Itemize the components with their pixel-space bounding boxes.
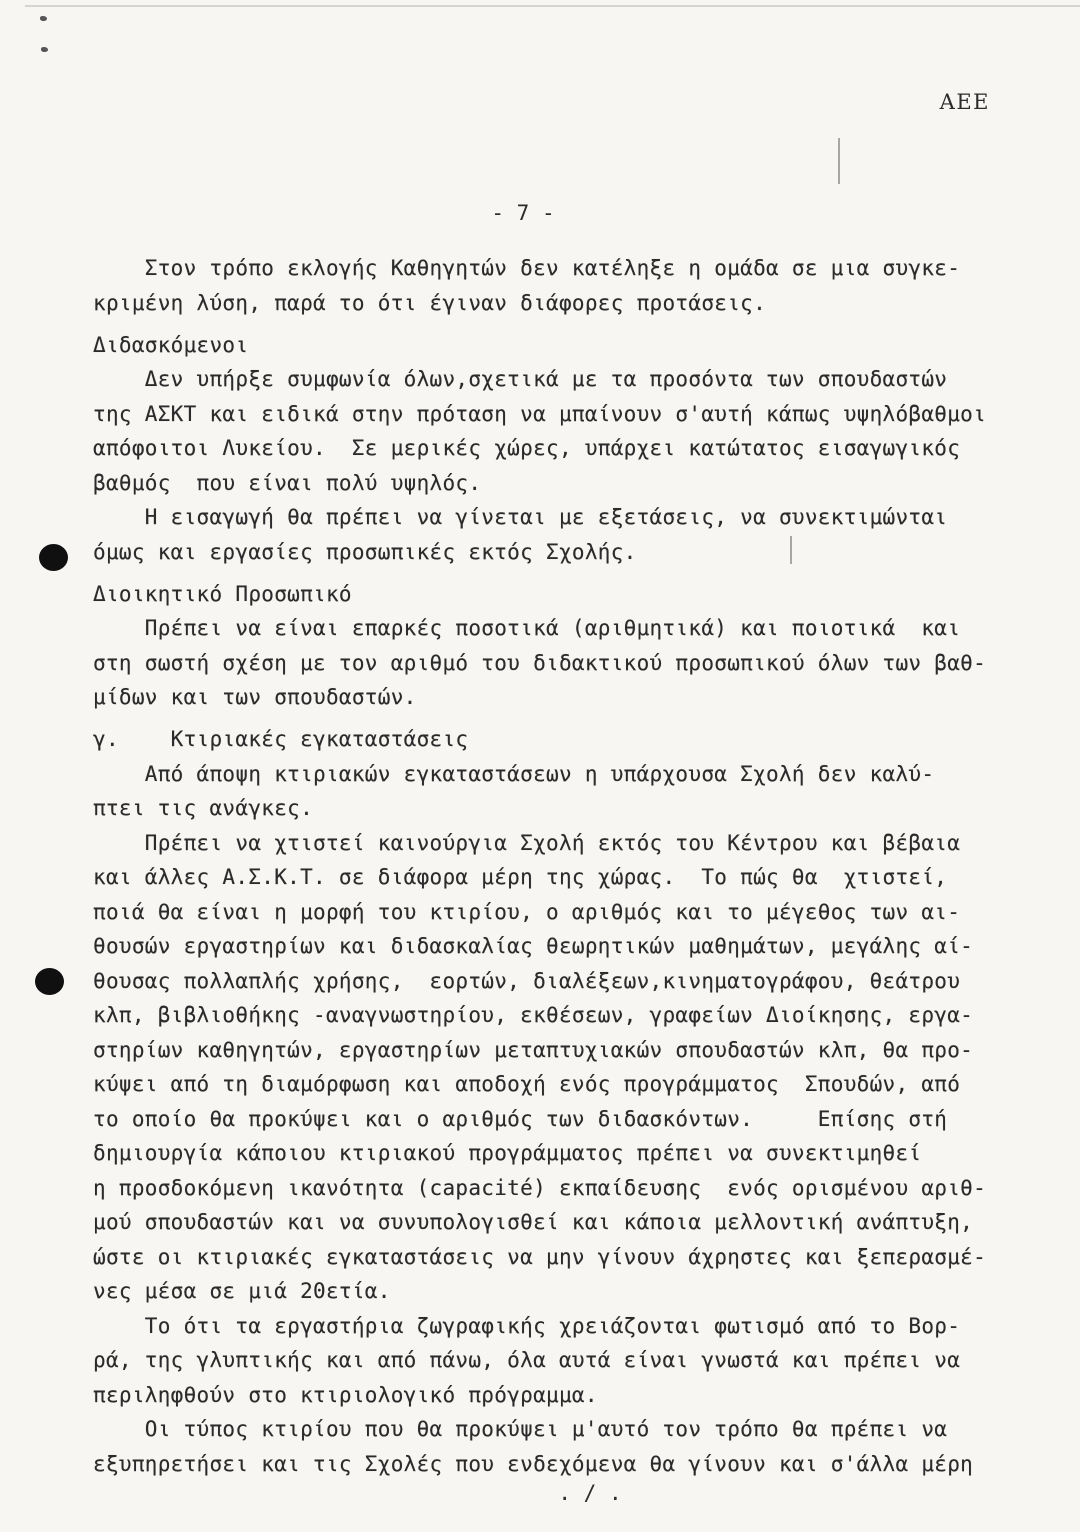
scan-line-artifact bbox=[838, 138, 840, 184]
paragraph bbox=[93, 611, 1033, 715]
text-line: στηρίων καθηγητών, εργαστηρίων μεταπτυχιακών σπουδαστών κλπ, θα προ- bbox=[93, 1037, 974, 1062]
text-line: Το ότι τα εργαστήρια ζωγραφικής χρειάζονται φωτισμό από το Βορ- bbox=[93, 1313, 961, 1338]
paragraph bbox=[93, 362, 1033, 500]
ink-speck bbox=[40, 16, 47, 21]
text-line: θουσών εργαστηρίων και διδασκαλίας θεωρητικών μαθημάτων, μεγάλης αί- bbox=[93, 934, 974, 958]
text-line: Διδασκόμενοι bbox=[93, 332, 249, 357]
text-line: Πρέπει να χτιστεί καινούργια Σχολή εκτός του Κέντρου και βέβαια bbox=[93, 830, 961, 855]
footer-continuation-mark: . / . bbox=[558, 1481, 622, 1505]
paragraph bbox=[93, 1309, 1033, 1413]
page-number: - 7 - bbox=[491, 201, 555, 225]
punch-hole-mark bbox=[35, 968, 64, 995]
punch-hole-mark bbox=[39, 544, 68, 571]
text-line: εξυπηρετήσει και τις Σχολές που ενδεχόμενα θα γίνουν και σ'άλλα μέρη bbox=[93, 1451, 974, 1476]
text-line: ρά, της γλυπτικής και από πάνω, όλα αυτά είναι γνωστά και πρέπει να bbox=[93, 1348, 961, 1372]
text-line: όμως και εργασίες προσωπικές εκτός Σχολής. bbox=[93, 539, 637, 564]
text-line: γ. Κτιριακές εγκαταστάσεις bbox=[93, 727, 469, 751]
text-line: Στον τρόπο εκλογής Καθηγητών δεν κατέληξε η ομάδα σε μια συγκε- bbox=[93, 256, 961, 280]
text-line: η προσδοκόμενη ικανότητα (capacité) εκπαίδευσης ενός ορισμένου αριθ- bbox=[93, 1175, 987, 1200]
text-line: κλπ, βιβλιοθήκης -αναγνωστηρίου, εκθέσεων, γραφείων Διοίκησης, εργα- bbox=[93, 1003, 974, 1027]
text-line: το οποίο θα προκύψει και ο αριθμός των διδασκόντων. Επίσης στή bbox=[93, 1106, 948, 1131]
text-line: πτει τις ανάγκες. bbox=[93, 796, 314, 820]
text-line: Διοικητικό Προσωπικό bbox=[93, 581, 352, 606]
text-line: απόφοιτοι Λυκείου. Σε μερικές χώρες, υπάρχει κατώτατος εισαγωγικός bbox=[93, 436, 961, 460]
paragraph bbox=[93, 757, 1033, 826]
section-heading bbox=[93, 722, 1033, 757]
text-line: ώστε οι κτιριακές εγκαταστάσεις να μην γίνουν άχρηστες και ξεπερασμέ- bbox=[93, 1244, 987, 1269]
text-line: κύψει από τη διαμόρφωση και αποδοχή ενός προγράμματος Σπουδών, από bbox=[93, 1072, 961, 1096]
text-line: Η εισαγωγή θα πρέπει να γίνεται με εξετάσεις, να συνεκτιμώνται bbox=[93, 505, 948, 529]
paragraph bbox=[93, 251, 1033, 320]
text-line: Οι τύπος κτιρίου που θα προκύψει μ'αυτό τον τρόπο θα πρέπει να bbox=[93, 1417, 948, 1441]
text-line: και άλλες Α.Σ.Κ.Τ. σε διάφορα μέρη της χώρας. Το πώς θα χτιστεί, bbox=[93, 865, 948, 889]
text-line: μίδων και των σπουδαστών. bbox=[93, 685, 417, 709]
text-line: ποιά θα είναι η μορφή του κτιρίου, ο αριθμός και το μέγεθος των αι- bbox=[93, 899, 961, 924]
text-line: κριμένη λύση, παρά το ότι έγιναν διάφορες προτάσεις. bbox=[93, 290, 767, 315]
paragraph bbox=[93, 1412, 1033, 1481]
text-line: περιληφθούν στο κτιριολογικό πρόγραμμα. bbox=[93, 1382, 598, 1407]
text-line: Από άποψη κτιριακών εγκαταστάσεων η υπάρχουσα Σχολή δεν καλύ- bbox=[93, 761, 935, 786]
text-line: νες μέσα σε μιά 20ετία. bbox=[93, 1279, 391, 1303]
text-line: δημιουργία κάποιου κτιριακού προγράμματος πρέπει να συνεκτιμηθεί bbox=[93, 1141, 922, 1165]
text-line: της ΑΣΚΤ και ειδικά στην πρόταση να μπαίνουν σ'αυτή κάπως υψηλόβαθμοι bbox=[93, 401, 987, 426]
document-body bbox=[93, 251, 1033, 1481]
text-line: Δεν υπήρξε συμφωνία όλων,σχετικά με τα προσόντα των σπουδαστών bbox=[93, 367, 948, 391]
scan-edge-artifact bbox=[25, 5, 1080, 7]
paragraph bbox=[93, 500, 1033, 569]
paragraph bbox=[93, 826, 1033, 1309]
text-line: μού σπουδαστών και να συνυπολογισθεί και κάποια μελλοντική ανάπτυξη, bbox=[93, 1210, 974, 1234]
text-line: Πρέπει να είναι επαρκές ποσοτικά (αριθμητικά) και ποιοτικά και bbox=[93, 616, 961, 640]
text-line: στη σωστή σχέση με τον αριθμό του διδακτικού προσωπικού όλων των βαθ- bbox=[93, 650, 987, 675]
ink-speck bbox=[41, 47, 48, 52]
text-line: θουσας πολλαπλής χρήσης, εορτών, διαλέξεων,κινηματογράφου, θεάτρου bbox=[93, 968, 961, 993]
header-tag: AEE bbox=[939, 90, 990, 114]
section-heading bbox=[93, 577, 1033, 612]
section-heading bbox=[93, 328, 1033, 363]
text-line: βαθμός που είναι πολύ υψηλός. bbox=[93, 470, 482, 495]
